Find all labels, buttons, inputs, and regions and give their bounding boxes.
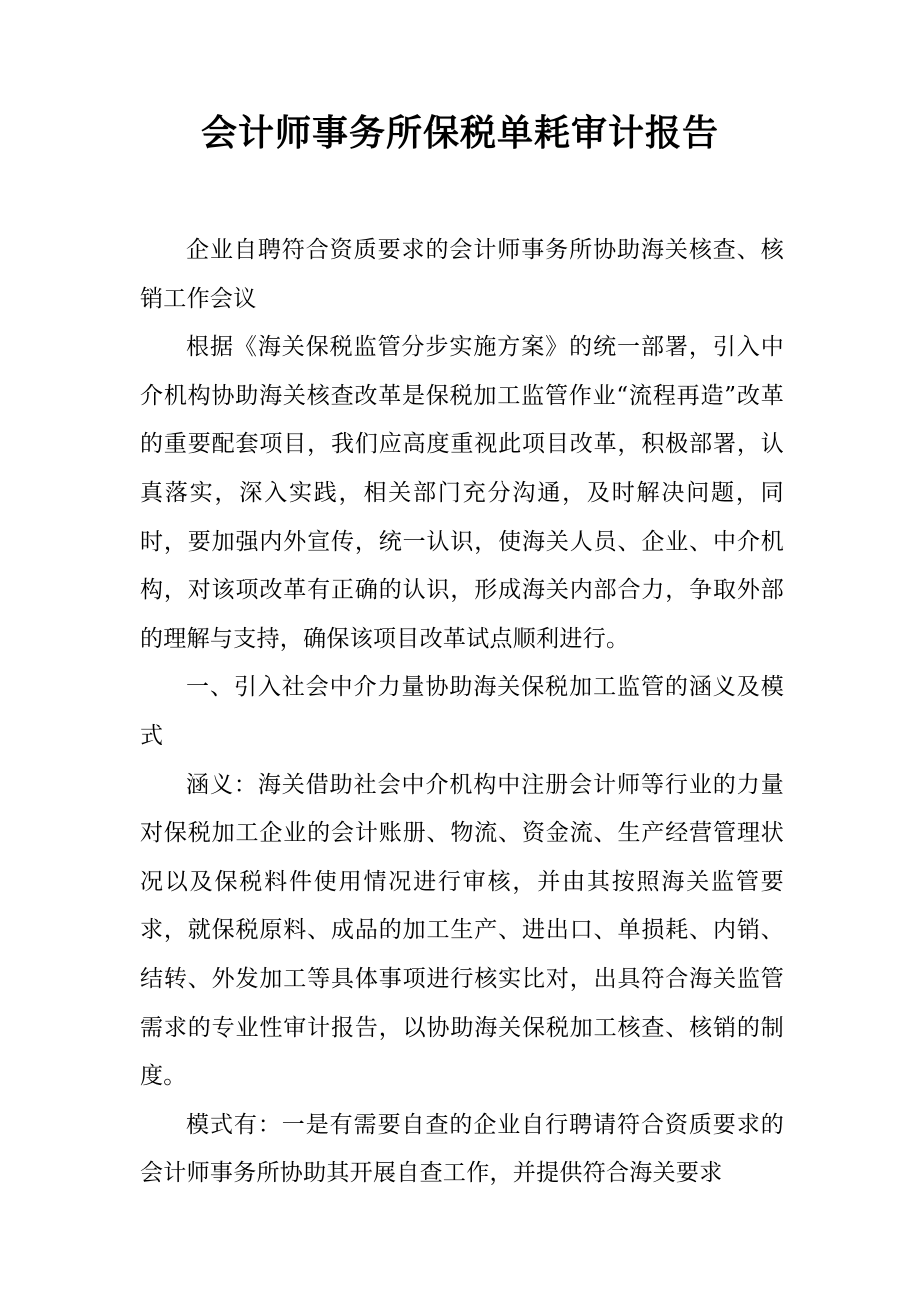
document-body [140,226,784,1198]
paragraph-meeting-heading: 企业自聘符合资质要求的会计师事务所协助海关核查、核销工作会议 [140,237,784,312]
paragraph-deployment: 根据《海关保税监管分步实施方案》的统一部署，引入中介机构协助海关核查改革是保税加工监管作业“流程再造”改革的重要配套项目，我们应高度重视此项目改革，积极部署，认真落实，深入实践，相关部门充分沟通，及时解决问题，同时，要加强内外宣传，统一认识，使海关人员、企业、中介机构，对该项改革有正确的认识，形成海关内部合力，争取外部的理解与支持，确保该项目改革试点顺利进行。 [140,334,784,652]
section-heading-meaning-and-mode: 一、引入社会中介力量协助海关保税加工监管的涵义及模式 [140,674,784,749]
paragraph-modes: 模式有：一是有需要自查的企业自行聘请符合资质要求的会计师事务所协助其开展自查工作，并提供符合海关要求 [140,1111,784,1187]
paragraph-meaning: 涵义：海关借助社会中介机构中注册会计师等行业的力量对保税加工企业的会计账册、物流、资金流、生产经营管理状况以及保税料件使用情况进行审核，并由其按照海关监管要求，就保税原料、成品的加工生产、进出口、单损耗、内销、结转、外发加工等具体事项进行核实比对，出具符合海关监管需求的专业性审计报告，以协助海关保税加工核查、核销的制度。 [140,771,784,1090]
document-title: 会计师事务所保税单耗审计报告 [200,112,719,154]
